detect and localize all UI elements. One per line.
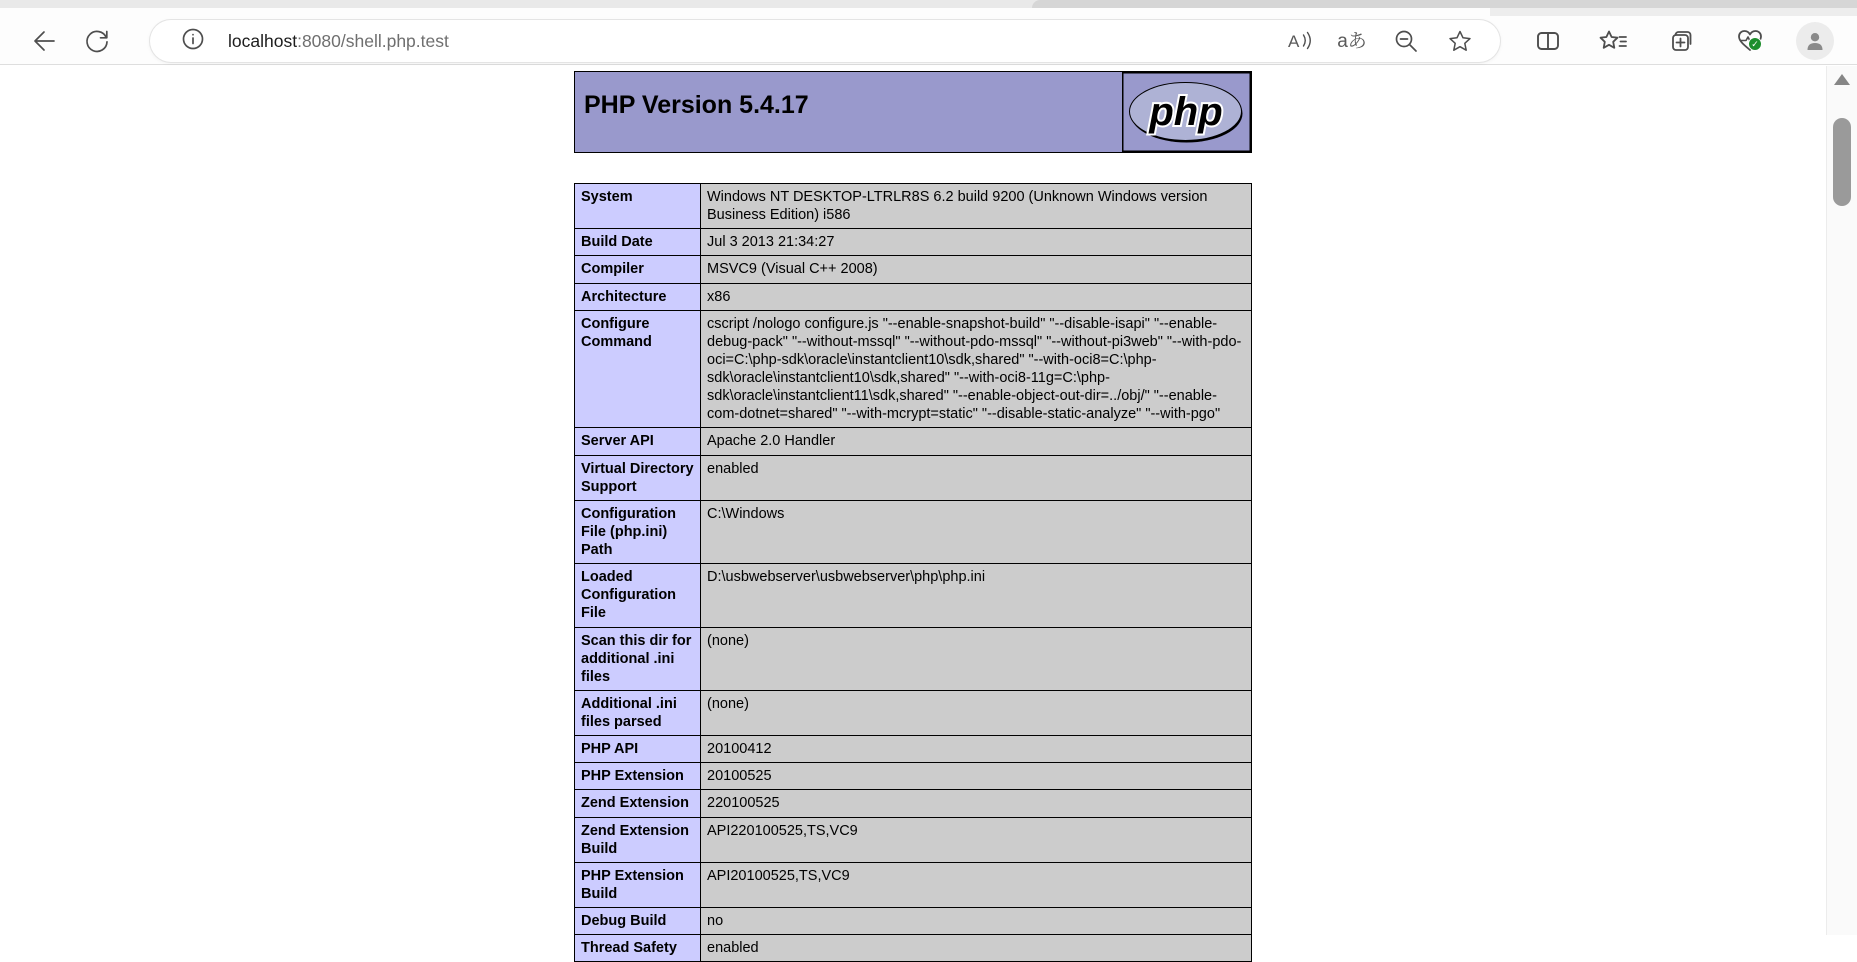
table-row: [575, 817, 1252, 862]
read-aloud-button[interactable]: [1280, 23, 1316, 59]
collections-button[interactable]: [1661, 20, 1703, 62]
translate-icon: aあ: [1337, 30, 1367, 52]
table-row: [575, 790, 1252, 817]
table-row: [575, 690, 1252, 735]
row-label: PHP API: [575, 736, 701, 763]
info-icon: [180, 26, 206, 52]
split-screen-icon: [1533, 26, 1563, 56]
row-value: API220100525,TS,VC9: [701, 817, 1252, 862]
svg-text:php: php: [1149, 90, 1223, 134]
back-button[interactable]: [22, 20, 64, 62]
profile-button[interactable]: [1794, 20, 1836, 62]
url-host: localhost: [228, 30, 298, 51]
table-row: [575, 627, 1252, 690]
table-row: [575, 184, 1252, 229]
svg-text:A: A: [1288, 32, 1300, 51]
avatar: [1796, 22, 1834, 60]
row-value: (none): [701, 690, 1252, 735]
row-label: Build Date: [575, 229, 701, 256]
zoom-out-magnifier-icon: [1392, 27, 1420, 55]
table-row: [575, 908, 1252, 935]
row-value: Apache 2.0 Handler: [701, 428, 1252, 455]
row-label: Configure Command: [575, 310, 701, 428]
row-label: Debug Build: [575, 908, 701, 935]
row-value: cscript /nologo configure.js "--enable-snapshot-build" "--disable-isapi" "--enable-debug-pack" "--without-mssql" "--without-pdo-mssql" "--without-pi3web" "--with-pdo-oci=C:\php-sdk\oracle\instantclient10\sdk,shared" "--with-oci8=C:\php-sdk\oracle\instantclient10\sdk,shared" "--with-oci8-11g=C:\php-sdk\oracle\instantclient11\sdk,shared" "--enable-object-out-dir=../obj/" "--enable-com-dotnet=shared" "--with-mcrypt=static" "--disable-static-analyze" "--with-pgo": [701, 310, 1252, 428]
url-text[interactable]: [228, 31, 1280, 52]
zoom-button[interactable]: [1388, 23, 1424, 59]
favorites-list-icon: [1597, 26, 1629, 56]
row-label: Architecture: [575, 283, 701, 310]
tab-strip: [0, 0, 1857, 8]
row-label: PHP Extension Build: [575, 862, 701, 907]
row-value: (none): [701, 627, 1252, 690]
row-label: Configuration File (php.ini) Path: [575, 500, 701, 563]
browser-essentials-button[interactable]: [1729, 20, 1771, 62]
person-icon: [1803, 29, 1827, 53]
address-bar[interactable]: [150, 20, 1500, 62]
scroll-up-arrow-icon[interactable]: [1834, 74, 1850, 85]
table-row: [575, 763, 1252, 790]
table-row: [575, 229, 1252, 256]
translate-button[interactable]: [1334, 23, 1370, 59]
row-value: MSVC9 (Visual C++ 2008): [701, 256, 1252, 283]
phpinfo-table: [574, 183, 1252, 962]
table-row: [575, 564, 1252, 627]
page-viewport: [0, 66, 1826, 957]
browser-toolbar: [0, 8, 1857, 65]
row-value: API20100525,TS,VC9: [701, 862, 1252, 907]
table-row: [575, 935, 1252, 962]
row-value: C:\Windows: [701, 500, 1252, 563]
table-row: [575, 455, 1252, 500]
row-value: 20100525: [701, 763, 1252, 790]
check-icon: ✓: [1751, 38, 1759, 49]
row-label: Compiler: [575, 256, 701, 283]
row-value: x86: [701, 283, 1252, 310]
table-row: [575, 736, 1252, 763]
row-label: Zend Extension Build: [575, 817, 701, 862]
table-row: [575, 862, 1252, 907]
row-label: System: [575, 184, 701, 229]
row-label: Virtual Directory Support: [575, 455, 701, 500]
tab-strip-right-segment: [1032, 0, 1857, 8]
table-row: [575, 283, 1252, 310]
vertical-scrollbar[interactable]: [1826, 66, 1857, 935]
row-value: Windows NT DESKTOP-LTRLR8S 6.2 build 9200 (Unknown Windows version Business Edition) i586: [701, 184, 1252, 229]
php-logo: [1122, 72, 1251, 152]
back-arrow-icon: [28, 26, 58, 56]
favorite-button[interactable]: [1442, 23, 1478, 59]
favorites-list-button[interactable]: [1592, 20, 1634, 62]
favorite-star-icon: [1446, 27, 1474, 55]
split-screen-button[interactable]: [1527, 20, 1569, 62]
row-label: Server API: [575, 428, 701, 455]
row-value: 220100525: [701, 790, 1252, 817]
row-value: enabled: [701, 935, 1252, 962]
table-row: [575, 428, 1252, 455]
refresh-icon: [82, 26, 112, 56]
table-row: [575, 310, 1252, 428]
page-title: PHP Version 5.4.17: [584, 91, 809, 119]
row-value: D:\usbwebserver\usbwebserver\php\php.ini: [701, 564, 1252, 627]
url-path: :8080/shell.php.test: [297, 30, 449, 51]
row-value: no: [701, 908, 1252, 935]
read-aloud-icon: [1283, 26, 1313, 56]
row-label: Loaded Configuration File: [575, 564, 701, 627]
toolbar-top-right-shade: [1490, 8, 1857, 16]
collections-icon: [1667, 26, 1697, 56]
table-row: [575, 500, 1252, 563]
refresh-button[interactable]: [76, 20, 118, 62]
row-label: Scan this dir for additional .ini files: [575, 627, 701, 690]
php-version-header: [574, 71, 1252, 153]
row-label: Additional .ini files parsed: [575, 690, 701, 735]
table-row: [575, 256, 1252, 283]
row-value: enabled: [701, 455, 1252, 500]
row-label: PHP Extension: [575, 763, 701, 790]
row-label: Thread Safety: [575, 935, 701, 962]
row-value: Jul 3 2013 21:34:27: [701, 229, 1252, 256]
essentials-status-badge: [1748, 37, 1762, 51]
row-value: 20100412: [701, 736, 1252, 763]
row-label: Zend Extension: [575, 790, 701, 817]
site-info-button[interactable]: [180, 26, 206, 57]
scrollbar-thumb[interactable]: [1833, 118, 1851, 206]
